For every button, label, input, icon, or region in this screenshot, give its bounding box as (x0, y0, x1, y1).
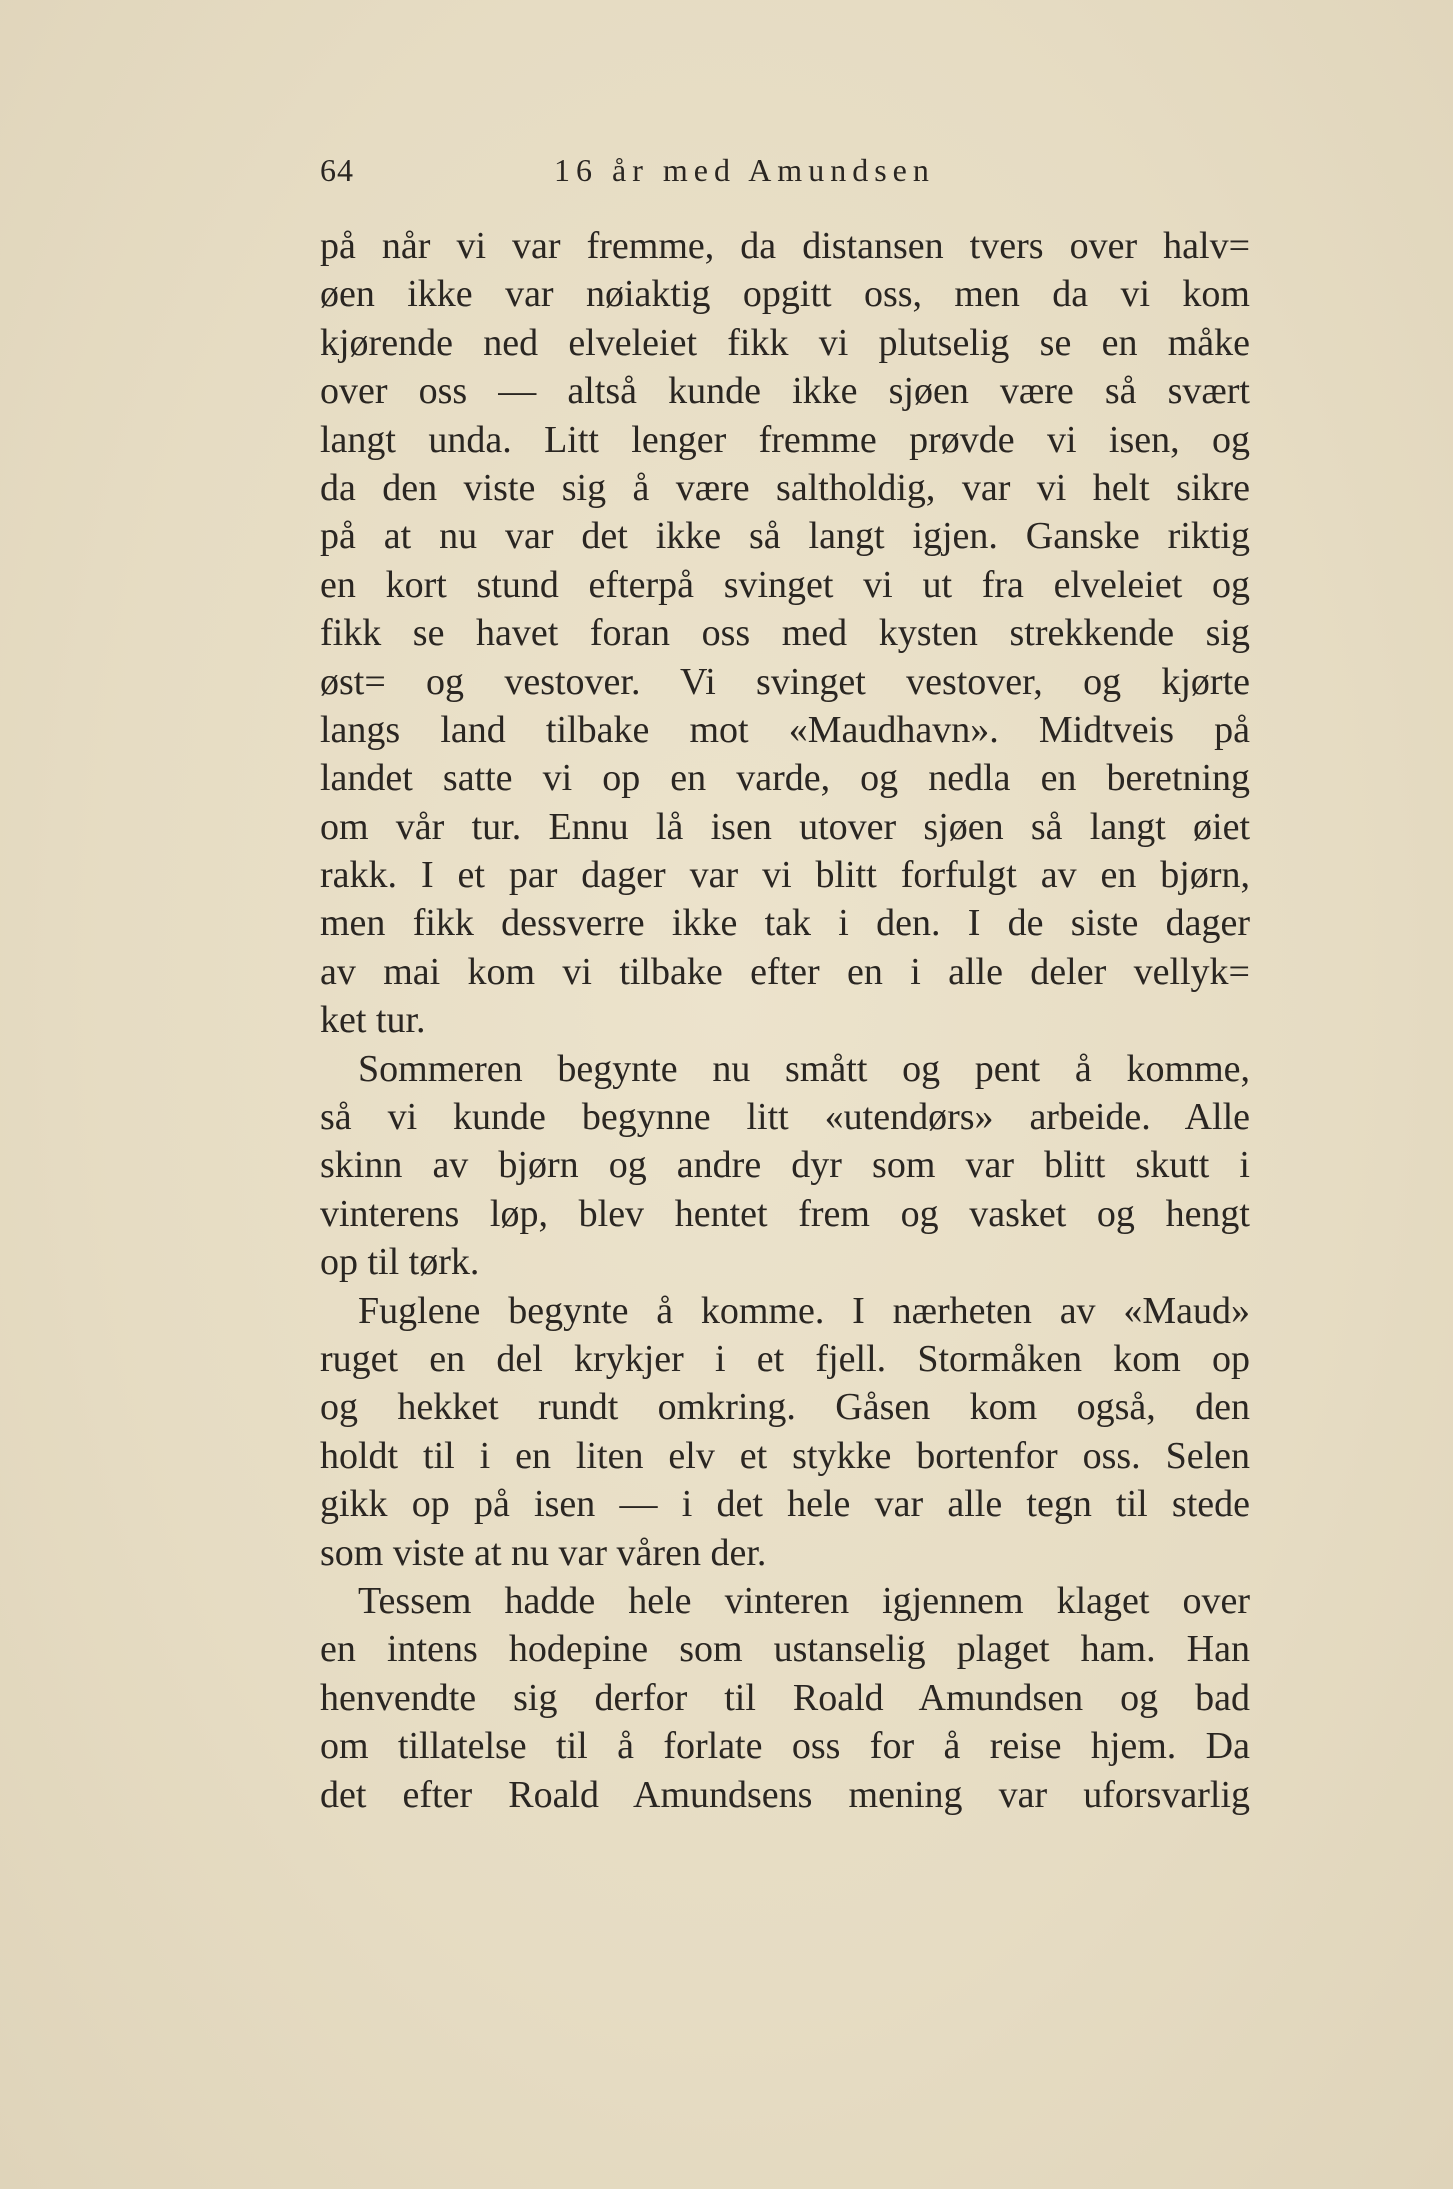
text-line: Fuglene begynte å komme. I nærheten av «Maud» (358, 1289, 1250, 1332)
body-text (320, 222, 1250, 1819)
text-line: rakk. I et par dager var vi blitt forfulgt av en bjørn, (320, 854, 1250, 897)
text-line: Tessem hadde hele vinteren igjennem klaget over (358, 1579, 1250, 1622)
text-line: fikk se havet foran oss med kysten strekkende sig (320, 612, 1250, 655)
text-line: av mai kom vi tilbake efter en i alle deler vellyk= (320, 950, 1250, 993)
text-line: så vi kunde begynne litt «utendørs» arbeide. Alle (320, 1096, 1250, 1139)
text-line: langt unda. Litt lenger fremme prøvde vi isen, og (320, 418, 1250, 461)
page-header (320, 152, 1200, 202)
text-line: skinn av bjørn og andre dyr som var blitt skutt i (320, 1144, 1250, 1187)
text-line: ket tur. (320, 999, 426, 1042)
page-number: 64 (320, 152, 354, 188)
text-line: landet satte vi op en varde, og nedla en beretning (320, 757, 1250, 800)
text-line: om vår tur. Ennu lå isen utover sjøen så langt øiet (320, 805, 1250, 848)
text-line: om tillatelse til å forlate oss for å reise hjem. Da (320, 1725, 1250, 1768)
text-line: en kort stund efterpå svinget vi ut fra elveleiet og (320, 563, 1250, 606)
text-line: på at nu var det ikke så langt igjen. Ganske riktig (320, 515, 1250, 558)
text-line: henvendte sig derfor til Roald Amundsen og bad (320, 1676, 1250, 1719)
text-line: øen ikke var nøiaktig opgitt oss, men da vi kom (320, 273, 1250, 316)
text-line: og hekket rundt omkring. Gåsen kom også, den (320, 1386, 1250, 1429)
text-line: kjørende ned elveleiet fikk vi plutselig se en måke (320, 321, 1250, 364)
text-line: over oss — altså kunde ikke sjøen være så svært (320, 370, 1250, 413)
text-line: det efter Roald Amundsens mening var uforsvarlig (320, 1773, 1250, 1816)
running-title: 16 år med Amundsen (554, 152, 935, 188)
text-line: Sommeren begynte nu smått og pent å komme, (358, 1047, 1250, 1090)
text-line: langs land tilbake mot «Maudhavn». Midtveis på (320, 708, 1250, 751)
text-line: op til tørk. (320, 1241, 480, 1284)
text-line: ruget en del krykjer i et fjell. Stormåken kom op (320, 1337, 1250, 1380)
text-line: som viste at nu var våren der. (320, 1531, 767, 1574)
text-line: da den viste sig å være saltholdig, var vi helt sikre (320, 466, 1250, 509)
text-line: øst= og vestover. Vi svinget vestover, og kjørte (320, 660, 1250, 703)
text-line: men fikk dessverre ikke tak i den. I de siste dager (320, 902, 1250, 945)
text-line: holdt til i en liten elv et stykke bortenfor oss. Selen (320, 1434, 1250, 1477)
text-line: vinterens løp, blev hentet frem og vasket og hengt (320, 1192, 1250, 1235)
text-line: gikk op på isen — i det hele var alle tegn til stede (320, 1483, 1250, 1526)
text-line: på når vi var fremme, da distansen tvers over halv= (320, 225, 1250, 267)
text-line: en intens hodepine som ustanselig plaget ham. Han (320, 1628, 1250, 1671)
